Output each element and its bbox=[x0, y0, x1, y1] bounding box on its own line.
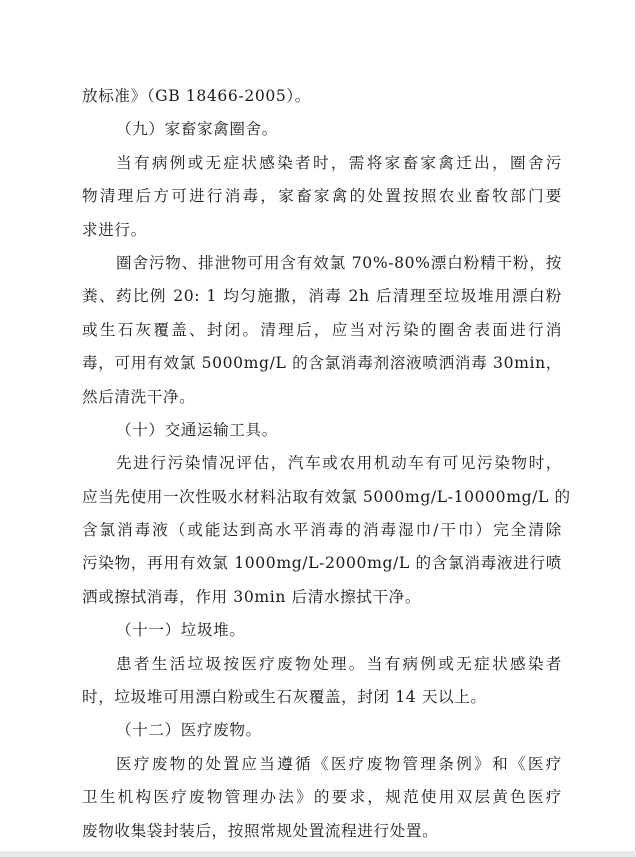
section-heading: （九）家畜家禽圈舍。 bbox=[116, 120, 278, 139]
paragraph-line: 放标准》（GB 18466-2005）。 bbox=[82, 87, 311, 105]
paragraph-line: 卫生机构医疗废物管理办法》的要求，规范使用双层黄色医疗 bbox=[82, 788, 562, 807]
paragraph-line: 含氯消毒液（或能达到高水平消毒的消毒湿巾/干巾）完全清除 bbox=[82, 521, 562, 540]
section-heading: （十）交通运输工具。 bbox=[116, 420, 278, 439]
paragraph-line: 污染物，再用有效氯 1000mg/L-2000mg/L 的含氯消毒液进行喷 bbox=[82, 554, 562, 573]
paragraph-line: 当有病例或无症状感染者时，需将家畜家禽迁出，圈舍污 bbox=[116, 153, 562, 172]
paragraph-line: 毒，可用有效氯 5000mg/L 的含氯消毒剂溶液喷洒消毒 30min， bbox=[82, 354, 562, 373]
paragraph-line: 粪、药比例 20: 1 均匀施撒，消毒 2h 后清理至垃圾堆用漂白粉 bbox=[82, 287, 562, 306]
paragraph-line: 或生石灰覆盖、封闭。清理后，应当对污染的圈舍表面进行消 bbox=[82, 320, 562, 339]
section-heading: （十二）医疗废物。 bbox=[116, 721, 262, 740]
paragraph-line: 医疗废物的处置应当遵循《医疗废物管理条例》和《医疗 bbox=[116, 754, 562, 773]
page-bottom-edge bbox=[0, 851, 636, 857]
paragraph-line: 洒或擦拭消毒，作用 30min 后清水擦拭干净。 bbox=[82, 587, 422, 606]
paragraph-line: 求进行。 bbox=[82, 220, 147, 239]
section-heading: （十一）垃圾堆。 bbox=[116, 621, 246, 640]
paragraph-line: 先进行污染情况评估，汽车或农用机动车有可见污染物时， bbox=[116, 454, 562, 473]
paragraph-line: 圈舍污物、排泄物可用含有效氯 70%-80%漂白粉精干粉，按 bbox=[116, 253, 562, 272]
paragraph-line: 患者生活垃圾按医疗废物处理。当有病例或无症状感染者 bbox=[116, 654, 562, 673]
paragraph-line: 然后清洗干净。 bbox=[82, 387, 196, 406]
paragraph-line: 应当先使用一次性吸水材料沾取有效氯 5000mg/L-10000mg/L 的 bbox=[82, 487, 571, 506]
paragraph-line: 物清理后方可进行消毒，家畜家禽的处置按照农业畜牧部门要 bbox=[82, 187, 562, 206]
document-body bbox=[82, 80, 571, 848]
paragraph-line: 废物收集袋封装后，按照常规处置流程进行处置。 bbox=[82, 821, 439, 840]
paragraph-line: 时，垃圾堆可用漂白粉或生石灰覆盖，封闭 14 天以上。 bbox=[82, 688, 487, 707]
